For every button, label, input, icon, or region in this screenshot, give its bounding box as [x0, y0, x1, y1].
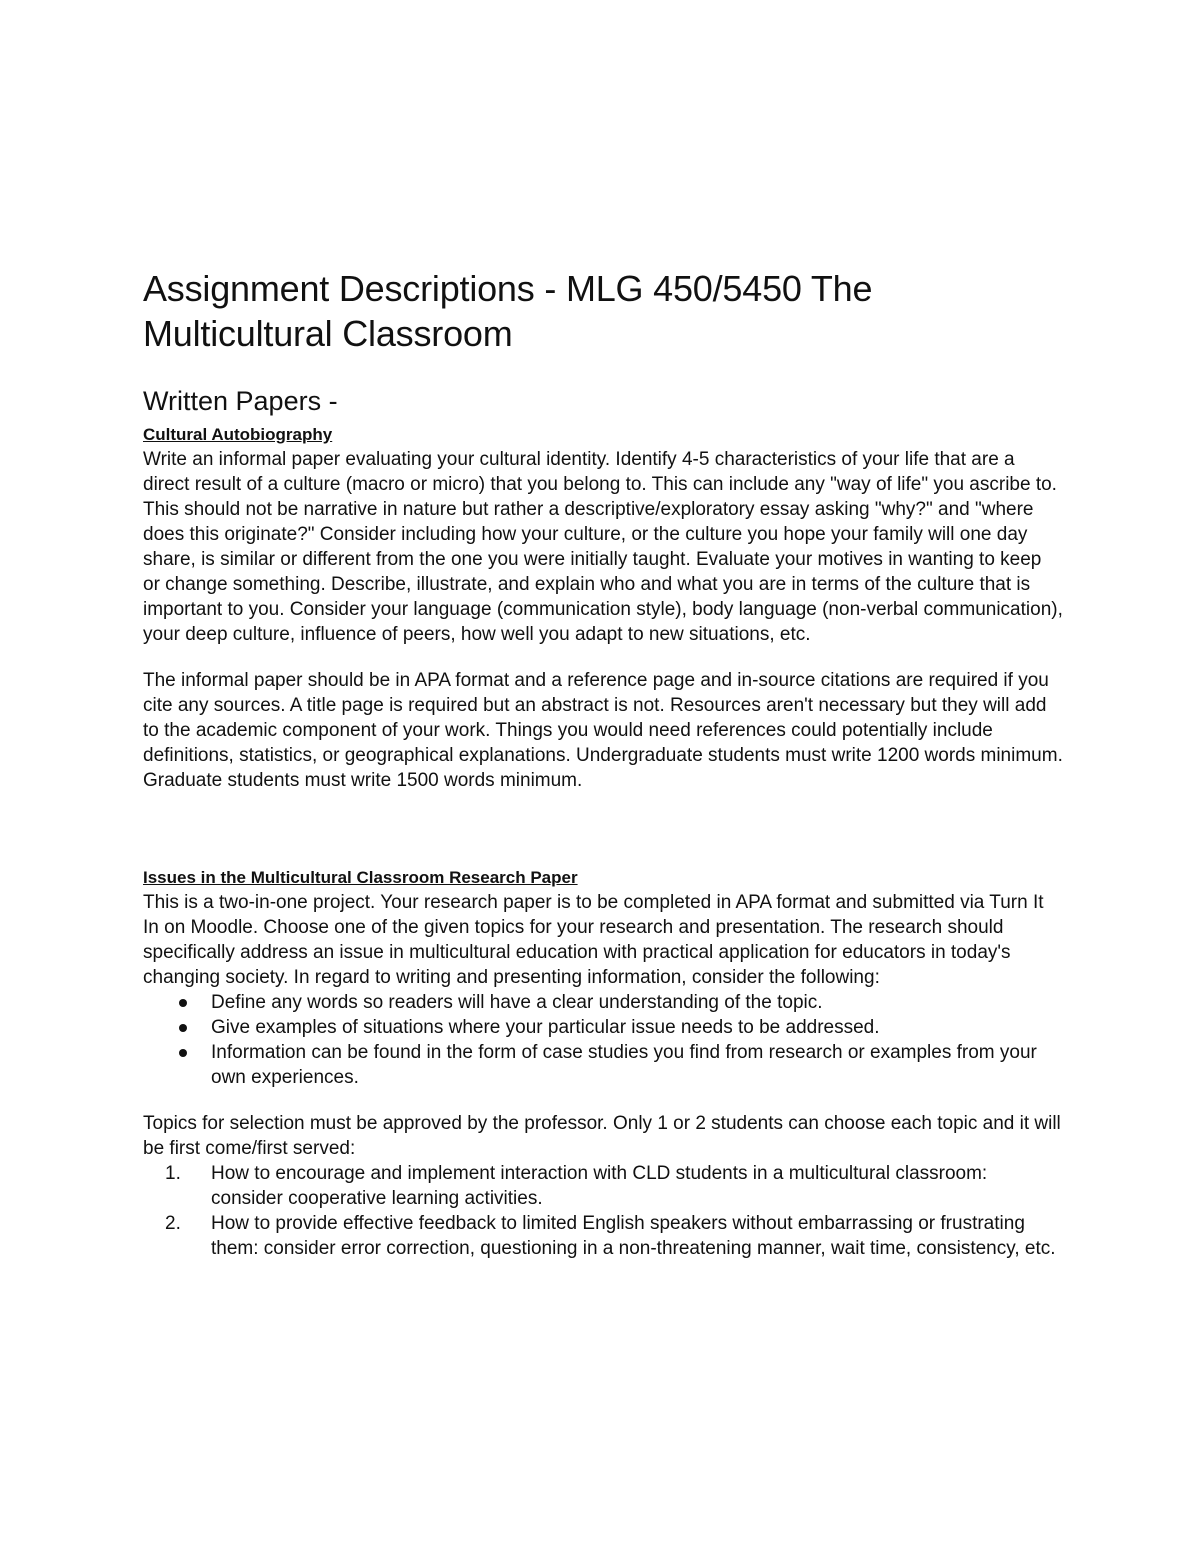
list-number: 1. — [165, 1163, 181, 1184]
topics-list — [143, 1161, 1063, 1261]
list-number: 2. — [165, 1213, 181, 1234]
list-item-text: Define any words so readers will have a clear understanding of the topic. — [211, 992, 823, 1013]
autobiography-paragraph-2: The informal paper should be in APA format and a reference page and in-source citations are required if you cite any sources. A title page is required but an abstract is not. Resources aren't necessary but they will add to the academic component of your work. Things you would need references could potentially include definitions, statistics, or geographical explanations. Undergraduate students must write 1200 words minimum. Graduate students must write 1500 words minimum. — [143, 670, 1063, 791]
list-item-text: Information can be found in the form of case studies you find from research or examples from your own experiences. — [211, 1042, 1037, 1088]
list-item-text: Give examples of situations where your particular issue needs to be addressed. — [211, 1017, 880, 1038]
research-paper-intro: This is a two-in-one project. Your research paper is to be completed in APA format and submitted via Turn It In on Moodle. Choose one of the given topics for your research and presentation. The research should specifically address an issue in multicultural education with practical application for educators in today's changing society. In regard to writing and presenting information, consider the following: — [143, 892, 1044, 988]
list-item — [211, 1015, 1063, 1040]
list-item — [211, 990, 1063, 1015]
bullet-icon — [179, 1049, 187, 1057]
document-body — [143, 266, 1063, 1261]
guidelines-list — [143, 990, 1063, 1090]
heading-research-paper: Issues in the Multicultural Classroom Research Paper — [143, 868, 578, 887]
list-item — [211, 1040, 1063, 1090]
heading-cultural-autobiography: Cultural Autobiography — [143, 425, 333, 444]
document-title: Assignment Descriptions - MLG 450/5450 The Multicultural Classroom — [143, 268, 873, 354]
bullet-icon — [179, 999, 187, 1007]
list-item-text: How to provide effective feedback to limited English speakers without embarrassing or frustrating them: consider error correction, questioning in a non-threatening manner, wait time, consistency, etc. — [211, 1213, 1056, 1259]
spacer — [143, 647, 1063, 668]
autobiography-paragraph-1: Write an informal paper evaluating your cultural identity. Identify 4-5 characteristics of your life that are a direct result of a culture (macro or micro) that you belong to. This can include any "way of life" you ascribe to. This should not be narrative in nature but rather a descriptive/exploratory essay asking "why?" and "where does this originate?" Consider including how your culture, or the culture you hope your family will one day share, is similar or different from the one you were initially taught. Evaluate your motives in wanting to keep or change something. Describe, illustrate, and explain who and what you are in terms of the culture that is important to you. Consider your language (communication style), body language (non-verbal communication), your deep culture, influence of peers, how well you adapt to new situations, etc. — [143, 449, 1063, 645]
list-item — [165, 1211, 1063, 1261]
list-item-text: How to encourage and implement interaction with CLD students in a multicultural classroom: consider cooperative learning activities. — [211, 1163, 988, 1209]
topics-intro: Topics for selection must be approved by the professor. Only 1 or 2 students can choose each topic and it will be first come/first served: — [143, 1113, 1061, 1159]
section-title-written-papers: Written Papers - — [143, 386, 338, 416]
spacer — [143, 1090, 1063, 1111]
spacer — [143, 793, 1063, 861]
bullet-icon — [179, 1024, 187, 1032]
list-item — [165, 1161, 1063, 1211]
